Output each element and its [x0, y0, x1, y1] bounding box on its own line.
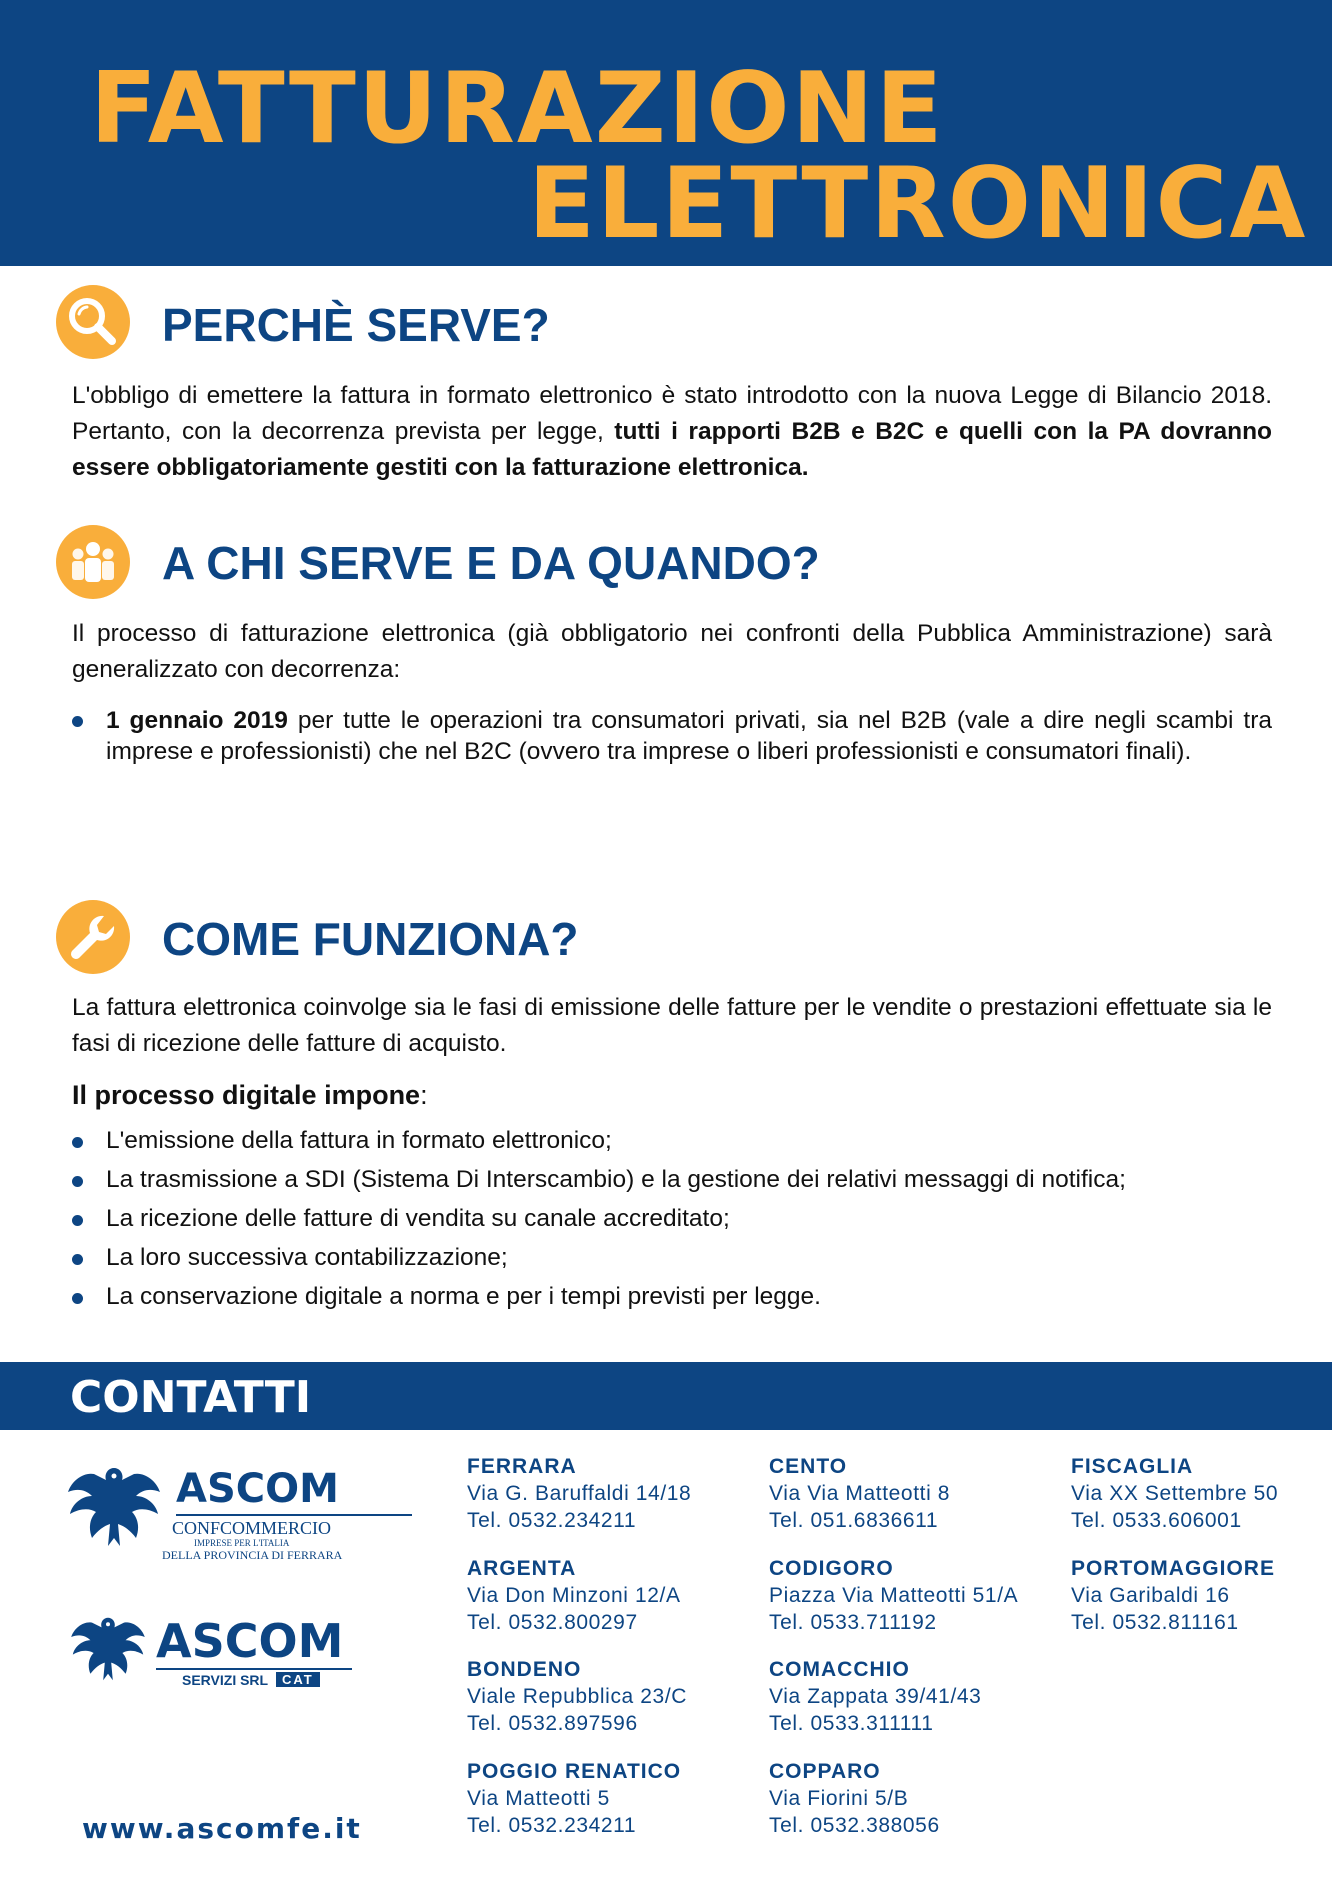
- office-address: Via XX Settembre 50: [1071, 1482, 1279, 1505]
- office-phone: Tel. 0533.606001: [1071, 1509, 1242, 1532]
- office-copparo: [769, 1758, 1069, 1839]
- office-ferrara: [467, 1453, 767, 1534]
- office-city: FERRARA: [467, 1455, 577, 1478]
- ascom-servizi-logo: [68, 1612, 368, 1692]
- office-address: Via Fiorini 5/B: [769, 1787, 909, 1810]
- bullet-bold-date: 1 gennaio 2019: [106, 707, 288, 734]
- logo-subtitle: SERVIZI SRL: [182, 1672, 269, 1688]
- section-perche-paragraph: [72, 378, 1272, 486]
- office-phone: Tel. 0532.811161: [1071, 1611, 1239, 1634]
- section-heading-come: COME FUNZIONA?: [162, 913, 579, 965]
- title-line-2: ELETTRONICA: [528, 147, 1308, 261]
- office-address: Via Zappata 39/41/43: [769, 1685, 982, 1708]
- office-city: FISCAGLIA: [1071, 1455, 1194, 1478]
- office-comacchio: [769, 1656, 1069, 1737]
- office-city: POGGIO RENATICO: [467, 1760, 682, 1783]
- office-city: CODIGORO: [769, 1557, 894, 1580]
- office-phone: Tel. 0532.897596: [467, 1712, 638, 1735]
- list-item-text: La trasmissione a SDI (Sistema Di Interscambio) e la gestione dei relativi messaggi di notifica;: [106, 1166, 1126, 1193]
- contacts-banner: [0, 1362, 1332, 1430]
- logo-tagline: IMPRESE PER L'ITALIA: [194, 1538, 290, 1548]
- paragraph-bold-text: tutti i rapporti B2B e B2C e quelli con la PA dovranno essere obbligatoriamente gestiti con la fatturazione elettronica.: [72, 418, 1272, 481]
- website-link[interactable]: www.ascomfe.it: [82, 1812, 362, 1845]
- bullet-dot: [72, 1137, 83, 1148]
- logo-province: DELLA PROVINCIA DI FERRARA: [162, 1548, 343, 1562]
- logo-divider: [176, 1514, 412, 1516]
- office-address: Viale Repubblica 23/C: [467, 1685, 688, 1708]
- logo-divider: [156, 1668, 352, 1670]
- eagle-emblem-icon: [64, 1462, 164, 1552]
- wrench-icon: [56, 900, 130, 974]
- bullet-dot: [72, 716, 83, 727]
- subheading-colon: :: [420, 1080, 428, 1110]
- office-city: ARGENTA: [467, 1557, 577, 1580]
- office-city: COMACCHIO: [769, 1658, 910, 1681]
- logo-subtitle: CONFCOMMERCIO: [172, 1518, 332, 1538]
- people-icon: [56, 525, 130, 599]
- office-city: COPPARO: [769, 1760, 881, 1783]
- title-line-1: FATTURAZIONE: [90, 52, 945, 166]
- bullet-dot: [72, 1254, 83, 1265]
- office-city: PORTOMAGGIORE: [1071, 1557, 1275, 1580]
- section-come-paragraph: La fattura elettronica coinvolge sia le fasi di emissione delle fatture per le vendite o prestazioni effettuate sia le fasi di ricezione delle fatture di acquisto.: [72, 994, 1272, 1057]
- office-address: Via Via Matteotti 8: [769, 1482, 951, 1505]
- bullet-dot: [72, 1176, 83, 1187]
- office-city: CENTO: [769, 1455, 848, 1478]
- section-heading-perche: PERCHÈ SERVE?: [162, 299, 550, 351]
- office-codigoro: [769, 1555, 1069, 1636]
- bullet-body: per tutte le operazioni tra consumatori privati, sia nel B2B (vale a dire negli scambi tra imprese e professionisti) che nel B2C (ovvero tra imprese o liberi professionisti e consumatori finali).: [106, 707, 1272, 765]
- office-poggio-renatico: [467, 1758, 767, 1839]
- office-address: Piazza Via Matteotti 51/A: [769, 1584, 1019, 1607]
- office-address: Via Don Minzoni 12/A: [467, 1584, 681, 1607]
- office-address: Via G. Baruffaldi 14/18: [467, 1482, 692, 1505]
- ascom-confcommercio-logo: [64, 1462, 364, 1562]
- process-subheading: [72, 1080, 428, 1111]
- office-phone: Tel. 0532.234211: [467, 1814, 637, 1837]
- logo-name: ASCOM: [176, 1466, 339, 1512]
- office-cento: [769, 1453, 1069, 1534]
- office-phone: Tel. 0532.234211: [467, 1509, 637, 1532]
- list-item-text: La loro successiva contabilizzazione;: [106, 1244, 508, 1271]
- bullet-dot: [72, 1293, 83, 1304]
- contacts-title: CONTATTI: [70, 1372, 312, 1423]
- magnifier-icon: [56, 285, 130, 359]
- list-item-text: La conservazione digitale a norma e per i tempi previsti per legge.: [106, 1283, 821, 1310]
- office-city: BONDENO: [467, 1658, 582, 1681]
- section-heading-a-chi: A CHI SERVE E DA QUANDO?: [162, 537, 820, 589]
- list-item-text: L'emissione della fattura in formato elettronico;: [106, 1127, 612, 1154]
- subheading-bold: Il processo digitale impone: [72, 1080, 421, 1110]
- office-address: Via Matteotti 5: [467, 1787, 610, 1810]
- bullet-dot: [72, 1215, 83, 1226]
- eagle-emblem-icon: [68, 1612, 148, 1686]
- list-item-text: La ricezione delle fatture di vendita su canale accreditato;: [106, 1205, 730, 1232]
- office-argenta: [467, 1555, 767, 1636]
- paragraph-text: L'obbligo di emettere la fattura in formato elettronico è stato introdotto con la nuova Legge di Bilancio 2018. Pertanto, con la decorrenza prevista per legge,: [72, 382, 1272, 445]
- logo-name: ASCOM: [156, 1614, 344, 1668]
- section-a-chi-paragraph: Il processo di fatturazione elettronica (già obbligatorio nei confronti della Pubblica Amministrazione) sarà generalizzato con decorrenza:: [72, 620, 1272, 683]
- logo-cat-badge: CAT: [276, 1672, 320, 1687]
- title-banner: [0, 0, 1332, 266]
- office-phone: Tel. 0532.800297: [467, 1611, 638, 1634]
- office-phone: Tel. 0533.311111: [769, 1712, 934, 1735]
- office-phone: Tel. 0533.711192: [769, 1611, 937, 1634]
- list-item: [72, 705, 1272, 801]
- office-portomaggiore: [1071, 1555, 1332, 1636]
- office-phone: Tel. 051.6836611: [769, 1509, 939, 1532]
- office-fiscaglia: [1071, 1453, 1332, 1534]
- office-bondeno: [467, 1656, 767, 1737]
- office-address: Via Garibaldi 16: [1071, 1584, 1230, 1607]
- bullet-text: [106, 705, 1272, 767]
- office-phone: Tel. 0532.388056: [769, 1814, 940, 1837]
